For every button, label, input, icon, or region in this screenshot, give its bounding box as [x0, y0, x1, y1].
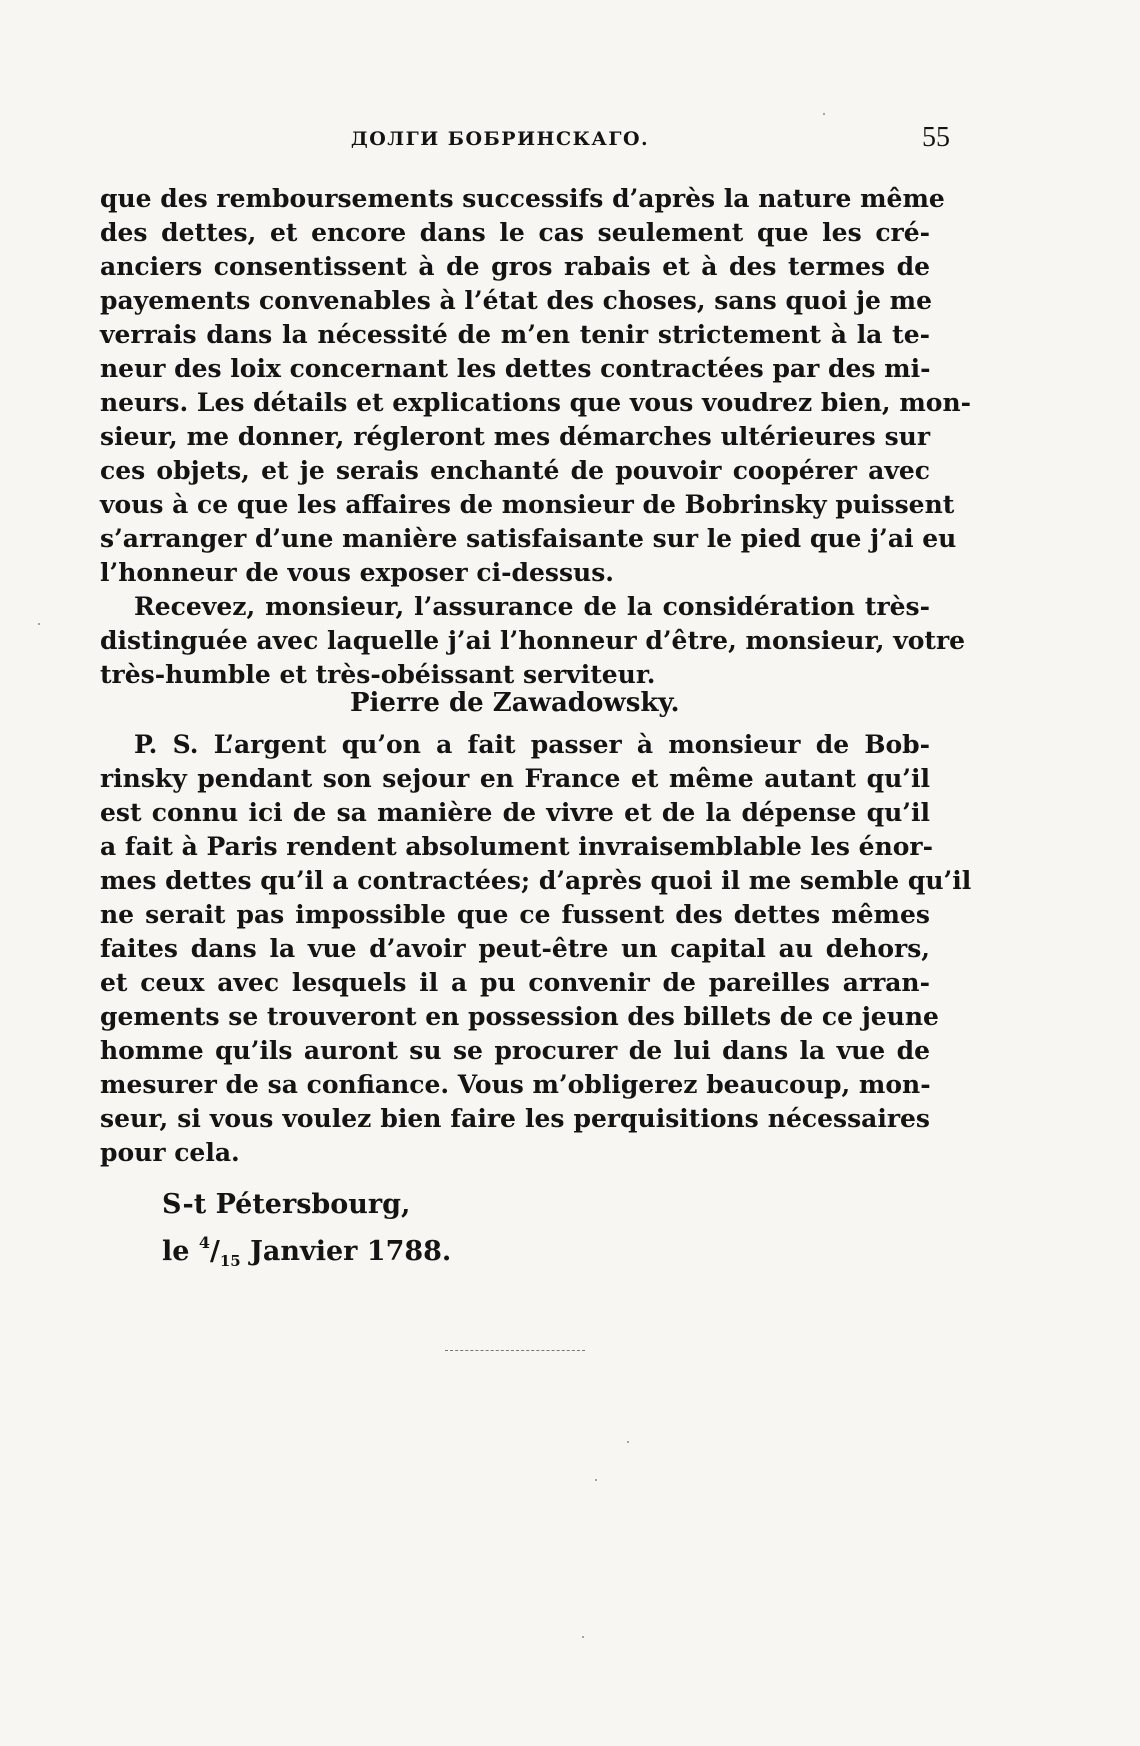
postscript-line: est connu ici de sa manière de vivre et de la dépense qu’il — [100, 798, 930, 827]
print-speck — [823, 113, 825, 115]
body-line: anciers consentissent à de gros rabais et à des termes de — [100, 252, 930, 281]
postscript-line: homme qu’ils auront su se procurer de lui dans la vue de — [100, 1036, 930, 1065]
body-line: payements convenables à l’état des choses, sans quoi je me — [100, 286, 932, 315]
body-line: l’honneur de vous exposer ci-dessus. — [100, 558, 615, 587]
closing-place: S-t Pétersbourg, — [162, 1189, 411, 1220]
print-speck — [582, 1636, 584, 1638]
body-line: s’arranger d’une manière satisfaisante sur le pied que j’ai eu — [100, 524, 957, 553]
postscript-line: ne serait pas impossible que ce fussent des dettes mêmes — [100, 900, 930, 929]
body-line: neurs. Les détails et explications que vous voudrez bien, mon- — [100, 388, 972, 417]
running-header: ДОЛГИ БОБРИНСКАГО. — [350, 128, 650, 150]
date-day-new-style: 15 — [219, 1252, 241, 1270]
body-line: Recevez, monsieur, l’assurance de la considération très- — [134, 592, 930, 621]
postscript-line: P. S. L’argent qu’on a fait passer à monsieur de Bob- — [134, 730, 930, 759]
end-rule — [445, 1350, 585, 1351]
postscript-line: pour cela. — [100, 1138, 240, 1167]
page-number: 55 — [922, 122, 950, 153]
closing-date — [162, 1226, 451, 1278]
date-day-old-style: 4 — [198, 1233, 210, 1252]
body-line: vous à ce que les affaires de monsieur de Bobrinsky puissent — [100, 490, 955, 519]
body-line: que des remboursements successifs d’après la nature même — [100, 184, 945, 213]
print-speck — [38, 623, 40, 625]
postscript-line: et ceux avec lesquels il a pu convenir de pareilles arran- — [100, 968, 930, 997]
postscript-line: seur, si vous voulez bien faire les perquisitions nécessaires — [100, 1104, 930, 1133]
body-line: verrais dans la nécessité de m’en tenir strictement à la te- — [100, 320, 930, 349]
postscript-line: mesurer de sa confiance. Vous m’obligerez beaucoup, mon- — [100, 1070, 931, 1099]
print-speck — [627, 1441, 629, 1443]
body-line: sieur, me donner, régleront mes démarches ultérieures sur — [100, 422, 930, 451]
postscript-line: rinsky pendant son sejour en France et même autant qu’il — [100, 764, 930, 793]
postscript-line: faites dans la vue d’avoir peut-être un capital au dehors, — [100, 934, 930, 963]
print-speck — [595, 1479, 597, 1481]
postscript-line: mes dettes qu’il a contractées; d’après quoi il me semble qu’il — [100, 866, 972, 895]
body-line: ces objets, et je serais enchanté de pouvoir coopérer avec — [100, 456, 930, 485]
body-line: neur des loix concernant les dettes contractées par des mi- — [100, 354, 931, 383]
date-slash: / — [209, 1236, 220, 1267]
date-prefix: le — [162, 1236, 190, 1267]
body-line: des dettes, et encore dans le cas seulement que les cré- — [100, 218, 930, 247]
postscript-line: a fait à Paris rendent absolument invraisemblable les énor- — [100, 832, 933, 861]
body-line: très-humble et très-obéissant serviteur. — [100, 660, 656, 689]
date-rest: Janvier 1788. — [250, 1236, 452, 1267]
postscript-line: gements se trouveront en possession des billets de ce jeune — [100, 1002, 939, 1031]
body-line: distinguée avec laquelle j’ai l’honneur d’être, monsieur, votre — [100, 626, 966, 655]
signature: Pierre de Zawadowsky. — [350, 688, 680, 718]
